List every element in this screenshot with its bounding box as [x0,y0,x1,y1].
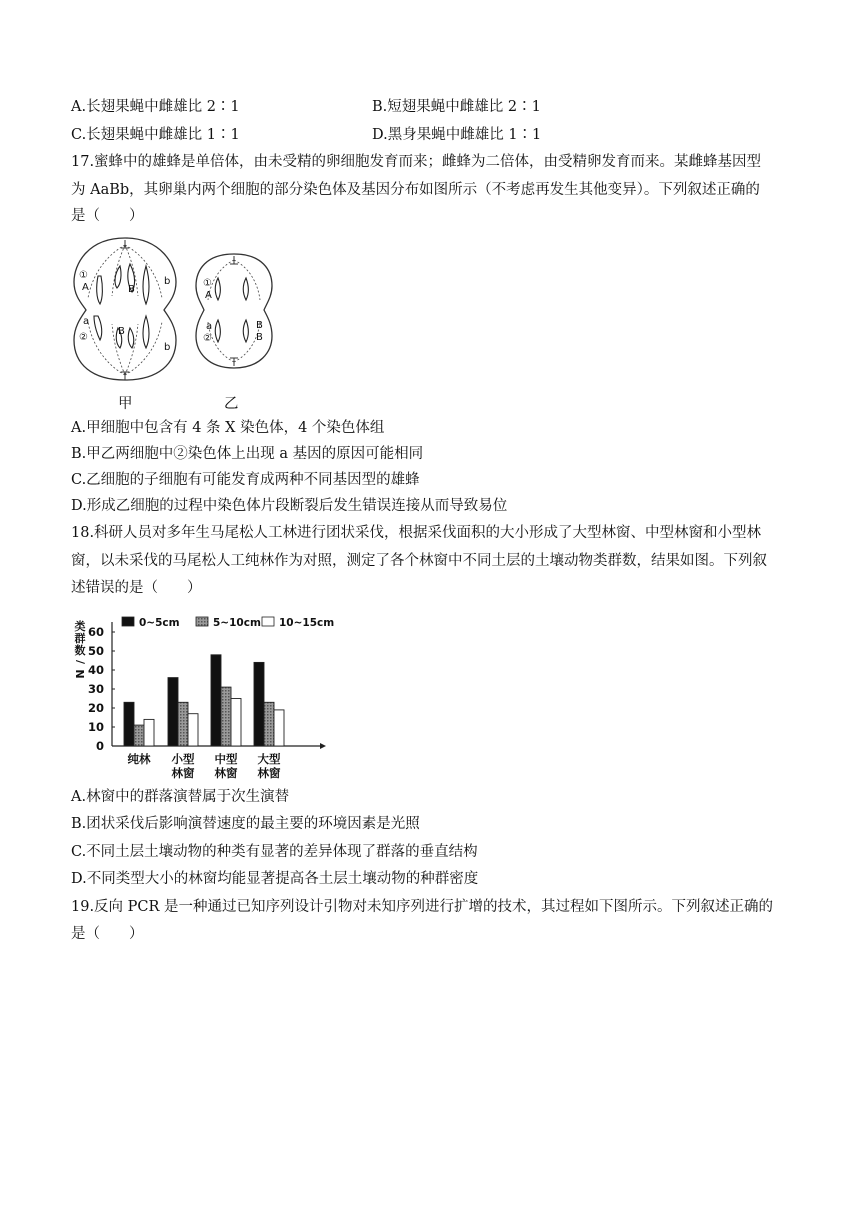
chromosome-jia-bot-4 [143,316,149,348]
label-b-jia-bot: b [164,342,171,353]
cell-yi-label: 乙 [224,396,239,412]
label-B-yi-2: B [256,332,263,343]
chromosome-yi-bot-2 [243,320,248,342]
soil-fauna-bar-chart [66,606,336,782]
bar-1-3 [144,719,154,746]
y-tick-label: 20 [87,701,104,715]
y-axis-label-char: / [74,659,87,665]
chromosome-jia-top-1 [97,276,103,304]
q17-stem-line-1: 17.蜜蜂中的雄蜂是单倍体，由未受精的卵细胞发育而来；雌蜂为二倍体，由受精卵发育而来。某雌蜂基因型 [71,154,762,170]
bar-1-1 [124,702,134,746]
cell-jia-membrane [74,238,176,380]
legend-label-3: 10~15cm [279,617,335,629]
q16-option-d: D.黑身果蝇中雌雄比 1∶1 [372,127,542,143]
q18-stem-line-2: 窗，以未采伐的马尾松人工纯林作为对照，测定了各个林窗中不同土层的土壤动物类群数，结果如图。下列叙 [71,553,767,569]
bar-2-2 [178,702,188,746]
y-axis-label-char: 数 [74,644,86,657]
label-circle-2-yi: ② [203,333,212,344]
legend-label-2: 5~10cm [213,617,261,629]
bar-4-2 [264,702,274,746]
q17-option-b: B.甲乙两细胞中②染色体上出现 a 基因的原因可能相同 [71,446,424,462]
chromosome-yi-top-2 [243,278,248,300]
label-A-yi: A [205,290,212,301]
label-B-yi-1: B [256,320,263,331]
label-A-jia: A [82,282,89,293]
q17-option-a: A.甲细胞中包含有 4 条 X 染色体，4 个染色体组 [71,420,385,436]
q17-option-d: D.形成乙细胞的过程中染色体片段断裂后发生错误连接从而导致易位 [71,498,508,514]
x-tick-label: 纯林 [127,752,151,766]
cell-division-figure [70,236,300,384]
q18-option-b: B.团状采伐后影响演替速度的最主要的环境因素是光照 [71,816,420,832]
cell-jia-label: 甲 [118,396,133,412]
y-tick-label: 60 [87,625,104,639]
label-B-jia-bot: B [118,326,125,337]
chromosome-yi-bot-1 [215,320,220,342]
q18-option-c: C.不同土层土壤动物的种类有显著的差异体现了群落的垂直结构 [71,844,478,860]
y-tick-label: 40 [87,663,104,677]
y-axis-label-char: N [74,669,87,679]
bar-4-1 [254,662,264,746]
x-axis-arrow [320,743,326,749]
bar-2-1 [168,678,178,746]
q17-option-c: C.乙细胞的子细胞有可能发育成两种不同基因型的雄蜂 [71,472,420,488]
q16-option-a: A.长翅果蝇中雌雄比 2∶1 [71,99,240,115]
q17-stem-line-3: 是（ ） [71,208,144,224]
bar-3-3 [231,699,241,747]
label-B-jia: B [128,284,135,295]
q19-stem-line-2: 是（ ） [71,926,144,942]
y-tick-label: 30 [87,682,104,696]
x-tick-label: 林窗 [214,766,238,780]
chromosome-jia-bot-3 [128,328,133,348]
label-b-jia-top: b [164,276,171,287]
y-tick-label: 10 [87,720,104,734]
q18-stem-line-1: 18.科研人员对多年生马尾松人工林进行团状采伐，根据采伐面积的大小形成了大型林窗、中型林窗和小型林 [71,525,762,541]
x-tick-label: 林窗 [171,766,195,780]
y-axis-label-char: 群 [74,632,86,645]
bar-2-3 [188,714,198,746]
x-tick-label: 小型 [171,752,195,766]
legend-swatch-1 [122,617,134,626]
label-a-yi: a [206,321,213,332]
q18-option-d: D.不同类型大小的林窗均能显著提高各土层土壤动物的种群密度 [71,871,479,887]
y-axis-label-char: 类 [74,620,86,633]
chromosome-jia-top-2 [115,266,121,288]
q18-option-a: A.林窗中的群落演替属于次生演替 [71,789,290,805]
y-tick-label: 50 [87,644,104,658]
bar-3-1 [211,655,221,746]
label-circle-2-jia: ② [79,332,88,343]
q16-option-b: B.短翅果蝇中雌雄比 2∶1 [372,99,541,115]
x-tick-label: 大型 [257,752,281,766]
bar-3-2 [221,687,231,746]
label-circle-1-jia: ① [79,270,88,281]
q18-stem-line-3: 述错误的是（ ） [71,580,202,596]
q17-stem-line-2: 为 AaBb，其卵巢内两个细胞的部分染色体及基因分布如图所示（不考虑再发生其他变异）。下列叙述正确的 [71,182,760,198]
cell-yi-membrane [196,254,272,368]
q19-stem-line-1: 19.反向 PCR 是一种通过已知序列设计引物对未知序列进行扩增的技术，其过程如下图所示。下列叙述正确的 [71,899,774,915]
q16-option-c: C.长翅果蝇中雌雄比 1∶1 [71,127,240,143]
legend-swatch-2 [196,617,208,626]
bar-4-3 [274,710,284,746]
legend-swatch-3 [262,617,274,626]
chromosome-yi-top-1 [215,278,220,300]
label-circle-1-yi: ① [203,278,212,289]
legend-label-1: 0~5cm [139,617,180,629]
bar-1-2 [134,725,144,746]
label-a-jia: a [83,316,90,327]
x-tick-label: 中型 [214,752,238,766]
chromosome-jia-bot-1 [94,316,102,340]
chromosome-jia-top-4 [143,266,149,304]
x-tick-label: 林窗 [257,766,281,780]
y-tick-label: 0 [95,739,104,753]
